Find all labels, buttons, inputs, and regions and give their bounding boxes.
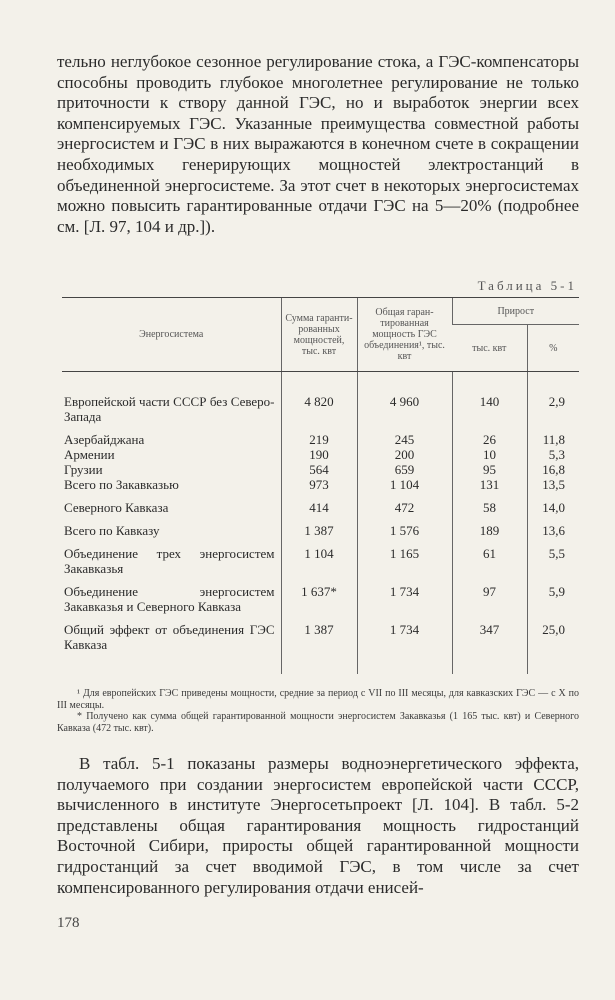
row-growth-pct: 16,8: [527, 462, 579, 477]
header-combined-capacity: Общая гаран-тированная мощность ГЭС объединения¹, тыс. квт: [357, 298, 452, 372]
row-sum: 1 387: [281, 515, 357, 538]
row-growth-pct: 13,5: [527, 477, 579, 492]
row-name: Объединение трех энергосистем Закавказья: [64, 546, 275, 576]
table-row: [62, 372, 579, 425]
table-row: [62, 492, 579, 515]
intro-paragraph: тельно неглубокое сезонное регулирование стока, а ГЭС-компенсаторы способны проводить глубокое многолетнее регулирование не только приточности к створу данной ГЭС, но и выработок энергии всех компенсируемых ГЭС. Указанные преимущества совместной работы энергосистем и ГЭС в них выражаются в конечном счете в сокращении необходимых генерирующих мощностей электростанций в объединенной энергосистеме. За этот счет в некоторых энергосистемах можно повысить гарантированные отдачи ГЭС на 5—20% (подробнее см. [Л. 97, 104 и др.]).: [57, 52, 579, 236]
table-row: [62, 576, 579, 614]
row-growth-abs: 10: [452, 447, 527, 462]
row-growth-abs: 97: [452, 576, 527, 614]
row-growth-abs: 26: [452, 424, 527, 447]
page-number: 178: [57, 915, 80, 931]
table-row: [62, 424, 579, 447]
row-sum: 190: [281, 447, 357, 462]
row-growth-pct: 11,8: [527, 424, 579, 447]
energy-system-table: [62, 297, 579, 674]
row-combined: 245: [357, 424, 452, 447]
header-guaranteed-sum: Сумма гаранти-рованных мощностей, тыс. квт: [281, 298, 357, 372]
row-name: Азербайджана: [64, 432, 145, 447]
row-combined: 4 960: [357, 372, 452, 425]
table-row: [62, 447, 579, 462]
row-sum: 1 637*: [281, 576, 357, 614]
row-sum: 1 387: [281, 614, 357, 652]
row-combined: 1 165: [357, 538, 452, 576]
header-energy-system: Энергосистема: [62, 298, 281, 372]
row-name: Всего по Закавказью: [64, 477, 179, 492]
row-growth-pct: 13,6: [527, 515, 579, 538]
row-name: Грузии: [64, 462, 103, 477]
row-name: Общий эффект от объединения ГЭС Кавказа: [64, 622, 275, 652]
header-growth-abs: тыс. квт: [452, 325, 527, 372]
row-combined: 1 734: [357, 576, 452, 614]
row-combined: 200: [357, 447, 452, 462]
row-name: Европейской части СССР без Северо-Запада: [64, 394, 275, 424]
row-growth-abs: 140: [452, 372, 527, 425]
row-growth-pct: 14,0: [527, 492, 579, 515]
header-growth: Прирост: [452, 298, 579, 325]
row-combined: 472: [357, 492, 452, 515]
row-name: Армении: [64, 447, 115, 462]
header-growth-pct: %: [527, 325, 579, 372]
table-end-spacer: [62, 652, 579, 674]
row-combined: 1 104: [357, 477, 452, 492]
row-growth-abs: 95: [452, 462, 527, 477]
row-growth-pct: 2,9: [527, 372, 579, 425]
row-sum: 973: [281, 477, 357, 492]
table-row: [62, 538, 579, 576]
footnote: ¹ Для европейских ГЭС приведены мощности, средние за период с VII по III месяцы, для кавказских ГЭС — с X по III месяцы.: [57, 688, 579, 711]
body-paragraph: В табл. 5-1 показаны размеры водноэнергетического эффекта, получаемого при создании энергосистем европейской части СССР, вычисленного в институте Энергосетьпроект [Л. 104]. В табл. 5-2 представлены общая гарантирования мощность гидростанций Восточной Сибири, приросты общей гарантированной мощности гидростанций за счет вводимой ГЭС, в том числе за счет компенсированного регулирования отдачи енисей-: [57, 754, 579, 897]
row-sum: 1 104: [281, 538, 357, 576]
row-growth-abs: 189: [452, 515, 527, 538]
row-name: Всего по Кавказу: [64, 523, 160, 538]
row-name: Северного Кавказа: [64, 500, 169, 515]
row-growth-pct: 25,0: [527, 614, 579, 652]
row-growth-abs: 61: [452, 538, 527, 576]
row-combined: 1 734: [357, 614, 452, 652]
row-growth-pct: 5,5: [527, 538, 579, 576]
row-sum: 219: [281, 424, 357, 447]
row-sum: 564: [281, 462, 357, 477]
row-growth-abs: 347: [452, 614, 527, 652]
row-combined: 659: [357, 462, 452, 477]
row-growth-abs: 131: [452, 477, 527, 492]
row-growth-pct: 5,3: [527, 447, 579, 462]
table-row: [62, 515, 579, 538]
table-footnotes: [57, 688, 579, 734]
row-growth-pct: 5,9: [527, 576, 579, 614]
footnote: * Получено как сумма общей гарантированной мощности энергосистем Закавказья (1 165 тыс. квт) и Северного Кавказа (472 тыс. квт).: [57, 711, 579, 734]
row-growth-abs: 58: [452, 492, 527, 515]
table-row: [62, 462, 579, 477]
table-label: Таблица 5-1: [477, 278, 577, 293]
row-combined: 1 576: [357, 515, 452, 538]
table-row: [62, 477, 579, 492]
row-sum: 4 820: [281, 372, 357, 425]
table-row: [62, 614, 579, 652]
row-sum: 414: [281, 492, 357, 515]
row-name: Объединение энергосистем Закавказья и Северного Кавказа: [64, 584, 275, 614]
